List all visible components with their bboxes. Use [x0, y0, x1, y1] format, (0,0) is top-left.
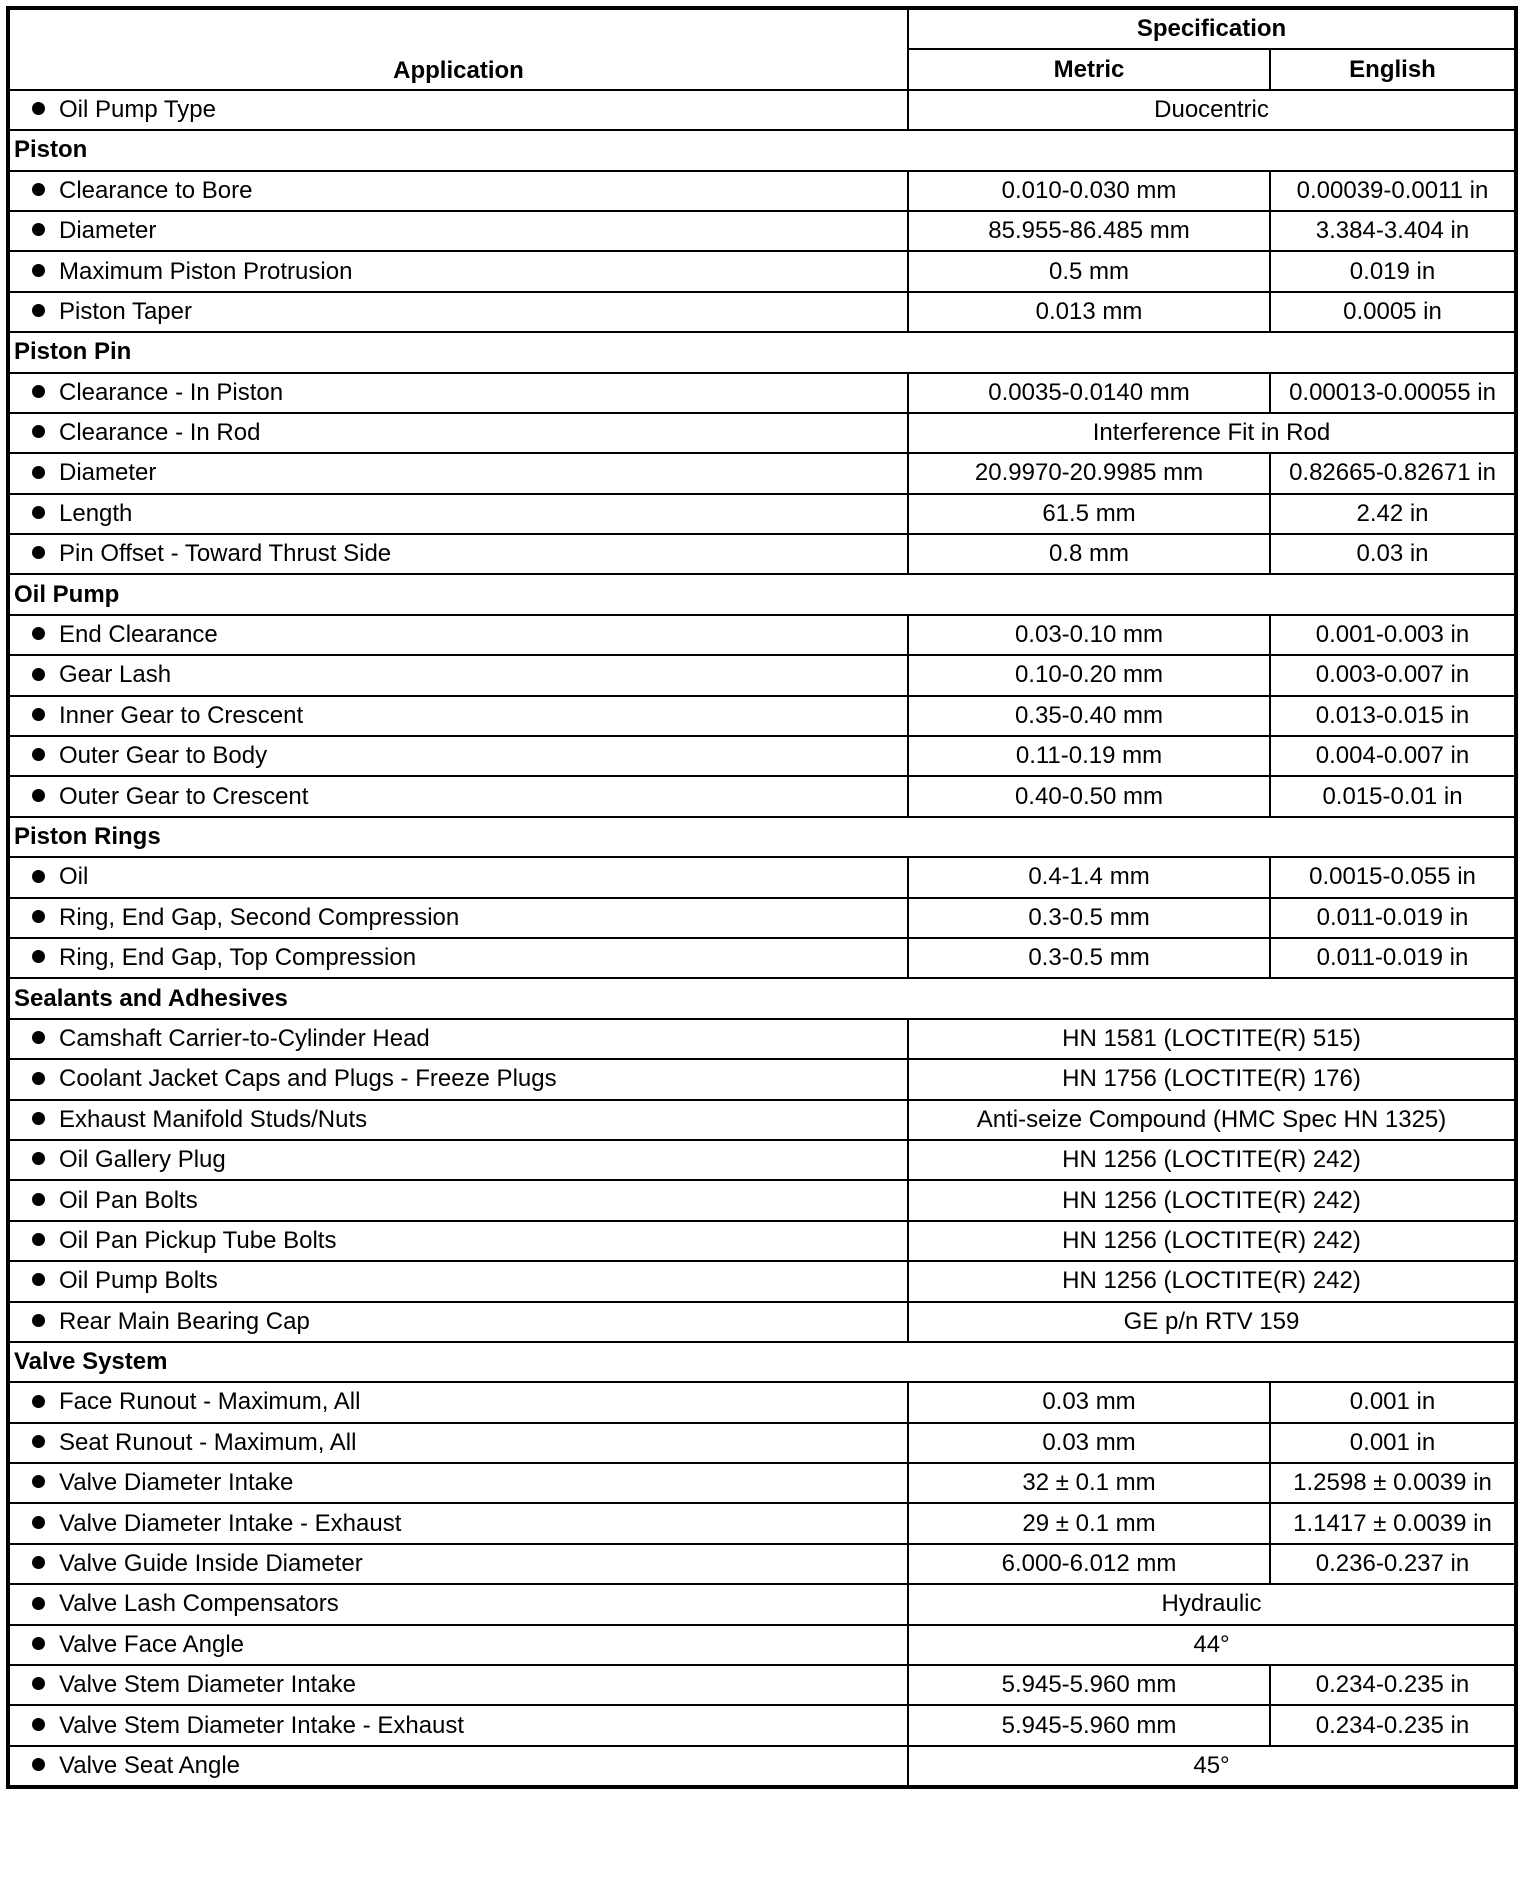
application-cell: [8, 1261, 908, 1301]
english-value: 0.0005 in: [1270, 292, 1516, 332]
application-cell: [8, 1463, 908, 1503]
table-row: [8, 1100, 1516, 1140]
table-row: [8, 1382, 1516, 1422]
bullet-icon: [32, 1152, 45, 1165]
english-value: 0.019 in: [1270, 251, 1516, 291]
english-value: 0.82665-0.82671 in: [1270, 453, 1516, 493]
english-value: 0.004-0.007 in: [1270, 736, 1516, 776]
table-row: [8, 373, 1516, 413]
application-label: Clearance - In Rod: [59, 419, 261, 447]
table-row: [8, 494, 1516, 534]
application-label: Oil Pan Pickup Tube Bolts: [59, 1226, 337, 1254]
table-row: [8, 1625, 1516, 1665]
bullet-icon: [32, 425, 45, 438]
application-label: Clearance to Bore: [59, 176, 253, 204]
table-row: [8, 171, 1516, 211]
table-row: [8, 1140, 1516, 1180]
metric-value: 32 ± 0.1 mm: [908, 1463, 1270, 1503]
table-row: [8, 696, 1516, 736]
specification-value: 45°: [908, 1746, 1516, 1787]
application-cell: [8, 1705, 908, 1745]
metric-value: 0.010-0.030 mm: [908, 171, 1270, 211]
bullet-icon: [32, 1556, 45, 1569]
table-row: [8, 1221, 1516, 1261]
section-row: [8, 817, 1516, 857]
metric-value: 61.5 mm: [908, 494, 1270, 534]
application-label: Valve Stem Diameter Intake: [59, 1671, 357, 1699]
application-label: Valve Guide Inside Diameter: [59, 1550, 363, 1578]
bullet-icon: [32, 304, 45, 317]
section-title: Oil Pump: [8, 574, 1516, 614]
section-title: Sealants and Adhesives: [8, 978, 1516, 1018]
specification-value: Interference Fit in Rod: [908, 413, 1516, 453]
table-row: [8, 1423, 1516, 1463]
specification-value: GE p/n RTV 159: [908, 1302, 1516, 1342]
specification-value: HN 1581 (LOCTITE(R) 515): [908, 1019, 1516, 1059]
english-value: 0.234-0.235 in: [1270, 1705, 1516, 1745]
specification-table: [6, 6, 1518, 1789]
application-cell: [8, 898, 908, 938]
application-label: Diameter: [59, 217, 157, 245]
table-row: [8, 251, 1516, 291]
metric-value: 0.8 mm: [908, 534, 1270, 574]
english-value: 0.001 in: [1270, 1423, 1516, 1463]
application-label: Pin Offset - Toward Thrust Side: [59, 540, 392, 568]
specification-value: HN 1256 (LOCTITE(R) 242): [908, 1221, 1516, 1261]
bullet-icon: [32, 1072, 45, 1085]
table-row: [8, 898, 1516, 938]
bullet-icon: [32, 668, 45, 681]
table-body: [8, 90, 1516, 1787]
english-value: 0.013-0.015 in: [1270, 696, 1516, 736]
bullet-icon: [32, 1475, 45, 1488]
bullet-icon: [32, 1718, 45, 1731]
section-row: [8, 332, 1516, 372]
application-label: Exhaust Manifold Studs/Nuts: [59, 1105, 368, 1133]
application-label: Outer Gear to Body: [59, 742, 268, 770]
application-cell: [8, 90, 908, 130]
table-row: [8, 615, 1516, 655]
bullet-icon: [32, 1395, 45, 1408]
english-value: 0.011-0.019 in: [1270, 938, 1516, 978]
metric-value: 0.11-0.19 mm: [908, 736, 1270, 776]
english-value: 0.236-0.237 in: [1270, 1544, 1516, 1584]
specification-header: Specification: [908, 8, 1516, 49]
application-cell: [8, 1423, 908, 1463]
application-label: Gear Lash: [59, 661, 172, 689]
section-title: Piston Rings: [8, 817, 1516, 857]
application-cell: [8, 1302, 908, 1342]
table-row: [8, 655, 1516, 695]
bullet-icon: [32, 506, 45, 519]
application-cell: [8, 1180, 908, 1220]
english-value: 0.001-0.003 in: [1270, 615, 1516, 655]
application-label: Valve Lash Compensators: [59, 1590, 339, 1618]
table-row: [8, 211, 1516, 251]
application-cell: [8, 1019, 908, 1059]
application-label: Valve Face Angle: [59, 1630, 245, 1658]
english-value: 0.00013-0.00055 in: [1270, 373, 1516, 413]
application-cell: [8, 615, 908, 655]
table-row: [8, 1302, 1516, 1342]
specification-value: Hydraulic: [908, 1584, 1516, 1624]
application-cell: [8, 776, 908, 816]
table-row: [8, 1746, 1516, 1787]
specification-value: Anti-seize Compound (HMC Spec HN 1325): [908, 1100, 1516, 1140]
english-value: 0.001 in: [1270, 1382, 1516, 1422]
table-row: [8, 857, 1516, 897]
bullet-icon: [32, 950, 45, 963]
english-value: 0.00039-0.0011 in: [1270, 171, 1516, 211]
application-label: Valve Seat Angle: [59, 1751, 241, 1779]
bullet-icon: [32, 748, 45, 761]
specification-value: HN 1256 (LOCTITE(R) 242): [908, 1140, 1516, 1180]
application-cell: [8, 1544, 908, 1584]
application-cell: [8, 413, 908, 453]
metric-value: 0.4-1.4 mm: [908, 857, 1270, 897]
application-label: Length: [59, 499, 133, 527]
section-row: [8, 1342, 1516, 1382]
application-cell: [8, 494, 908, 534]
application-cell: [8, 1221, 908, 1261]
application-label: Clearance - In Piston: [59, 378, 284, 406]
table-row: [8, 1059, 1516, 1099]
bullet-icon: [32, 546, 45, 559]
metric-value: 0.03 mm: [908, 1423, 1270, 1463]
section-title: Piston Pin: [8, 332, 1516, 372]
application-label: Face Runout - Maximum, All: [59, 1388, 361, 1416]
bullet-icon: [32, 627, 45, 640]
application-cell: [8, 1584, 908, 1624]
bullet-icon: [32, 1193, 45, 1206]
table-row: [8, 1463, 1516, 1503]
application-label: Oil Gallery Plug: [59, 1146, 226, 1174]
bullet-icon: [32, 910, 45, 923]
bullet-icon: [32, 789, 45, 802]
table-row: [8, 1503, 1516, 1543]
application-label: Oil Pan Bolts: [59, 1186, 198, 1214]
application-cell: [8, 1503, 908, 1543]
application-label: Coolant Jacket Caps and Plugs - Freeze Plugs: [59, 1065, 557, 1093]
application-cell: [8, 453, 908, 493]
application-cell: [8, 938, 908, 978]
application-cell: [8, 1100, 908, 1140]
application-cell: [8, 655, 908, 695]
specification-value: HN 1256 (LOCTITE(R) 242): [908, 1180, 1516, 1220]
application-cell: [8, 696, 908, 736]
english-value: 2.42 in: [1270, 494, 1516, 534]
application-label: Ring, End Gap, Second Compression: [59, 903, 460, 931]
table-row: [8, 938, 1516, 978]
english-value: 0.03 in: [1270, 534, 1516, 574]
section-title: Valve System: [8, 1342, 1516, 1382]
application-cell: [8, 1382, 908, 1422]
english-value: 3.384-3.404 in: [1270, 211, 1516, 251]
section-title: Piston: [8, 130, 1516, 170]
bullet-icon: [32, 102, 45, 115]
application-cell: [8, 292, 908, 332]
application-cell: [8, 1625, 908, 1665]
application-label: Outer Gear to Crescent: [59, 782, 309, 810]
english-value: 1.1417 ± 0.0039 in: [1270, 1503, 1516, 1543]
bullet-icon: [32, 1314, 45, 1327]
metric-value: 5.945-5.960 mm: [908, 1665, 1270, 1705]
bullet-icon: [32, 264, 45, 277]
english-value: 0.015-0.01 in: [1270, 776, 1516, 816]
application-cell: [8, 373, 908, 413]
application-cell: [8, 1665, 908, 1705]
bullet-icon: [32, 870, 45, 883]
metric-value: 0.013 mm: [908, 292, 1270, 332]
table-row: [8, 1544, 1516, 1584]
bullet-icon: [32, 183, 45, 196]
section-row: [8, 130, 1516, 170]
bullet-icon: [32, 1435, 45, 1448]
bullet-icon: [32, 1233, 45, 1246]
table-row: [8, 736, 1516, 776]
application-label: Rear Main Bearing Cap: [59, 1307, 310, 1335]
specification-value: HN 1256 (LOCTITE(R) 242): [908, 1261, 1516, 1301]
metric-value: 0.5 mm: [908, 251, 1270, 291]
application-cell: [8, 736, 908, 776]
section-row: [8, 978, 1516, 1018]
bullet-icon: [32, 1758, 45, 1771]
specification-value: Duocentric: [908, 90, 1516, 130]
metric-value: 0.40-0.50 mm: [908, 776, 1270, 816]
application-label: Valve Diameter Intake - Exhaust: [59, 1509, 402, 1537]
application-label: Camshaft Carrier-to-Cylinder Head: [59, 1024, 430, 1052]
table-row: [8, 534, 1516, 574]
metric-value: 0.03 mm: [908, 1382, 1270, 1422]
bullet-icon: [32, 1273, 45, 1286]
application-label: End Clearance: [59, 621, 218, 649]
table-row: [8, 1180, 1516, 1220]
application-cell: [8, 1059, 908, 1099]
metric-header: Metric: [908, 49, 1270, 89]
bullet-icon: [32, 1637, 45, 1650]
section-row: [8, 574, 1516, 614]
application-cell: [8, 1746, 908, 1787]
metric-value: 6.000-6.012 mm: [908, 1544, 1270, 1584]
bullet-icon: [32, 385, 45, 398]
application-cell: [8, 1140, 908, 1180]
bullet-icon: [32, 1031, 45, 1044]
english-value: 0.234-0.235 in: [1270, 1665, 1516, 1705]
english-value: 0.011-0.019 in: [1270, 898, 1516, 938]
table-row: [8, 1261, 1516, 1301]
application-cell: [8, 251, 908, 291]
metric-value: 0.0035-0.0140 mm: [908, 373, 1270, 413]
specification-value: 44°: [908, 1625, 1516, 1665]
application-cell: [8, 171, 908, 211]
application-cell: [8, 211, 908, 251]
english-value: 0.0015-0.055 in: [1270, 857, 1516, 897]
english-header: English: [1270, 49, 1516, 89]
table-row: [8, 1019, 1516, 1059]
application-label: Oil Pump Bolts: [59, 1267, 218, 1295]
metric-value: 85.955-86.485 mm: [908, 211, 1270, 251]
table-row: [8, 413, 1516, 453]
bullet-icon: [32, 1677, 45, 1690]
table-row: [8, 1705, 1516, 1745]
application-header: Application: [8, 8, 908, 90]
application-label: Maximum Piston Protrusion: [59, 257, 353, 285]
bullet-icon: [32, 708, 45, 721]
application-label: Piston Taper: [59, 297, 192, 325]
application-label: Oil Pump Type: [59, 95, 216, 123]
application-label: Diameter: [59, 459, 157, 487]
english-value: 1.2598 ± 0.0039 in: [1270, 1463, 1516, 1503]
bullet-icon: [32, 223, 45, 236]
metric-value: 0.03-0.10 mm: [908, 615, 1270, 655]
metric-value: 5.945-5.960 mm: [908, 1705, 1270, 1745]
table-row: [8, 1665, 1516, 1705]
bullet-icon: [32, 1516, 45, 1529]
metric-value: 0.3-0.5 mm: [908, 938, 1270, 978]
header-row: [8, 8, 1516, 49]
table-row: [8, 453, 1516, 493]
table-row: [8, 776, 1516, 816]
application-label: Inner Gear to Crescent: [59, 701, 304, 729]
table-row: [8, 1584, 1516, 1624]
metric-value: 29 ± 0.1 mm: [908, 1503, 1270, 1543]
application-cell: [8, 534, 908, 574]
application-label: Oil: [59, 863, 89, 891]
bullet-icon: [32, 466, 45, 479]
application-cell: [8, 857, 908, 897]
application-label: Valve Diameter Intake: [59, 1469, 294, 1497]
application-label: Valve Stem Diameter Intake - Exhaust: [59, 1711, 465, 1739]
application-label: Ring, End Gap, Top Compression: [59, 944, 417, 972]
bullet-icon: [32, 1112, 45, 1125]
application-label: Seat Runout - Maximum, All: [59, 1428, 357, 1456]
table-row: [8, 90, 1516, 130]
metric-value: 0.35-0.40 mm: [908, 696, 1270, 736]
english-value: 0.003-0.007 in: [1270, 655, 1516, 695]
bullet-icon: [32, 1597, 45, 1610]
metric-value: 0.3-0.5 mm: [908, 898, 1270, 938]
metric-value: 0.10-0.20 mm: [908, 655, 1270, 695]
metric-value: 20.9970-20.9985 mm: [908, 453, 1270, 493]
specification-value: HN 1756 (LOCTITE(R) 176): [908, 1059, 1516, 1099]
table-row: [8, 292, 1516, 332]
